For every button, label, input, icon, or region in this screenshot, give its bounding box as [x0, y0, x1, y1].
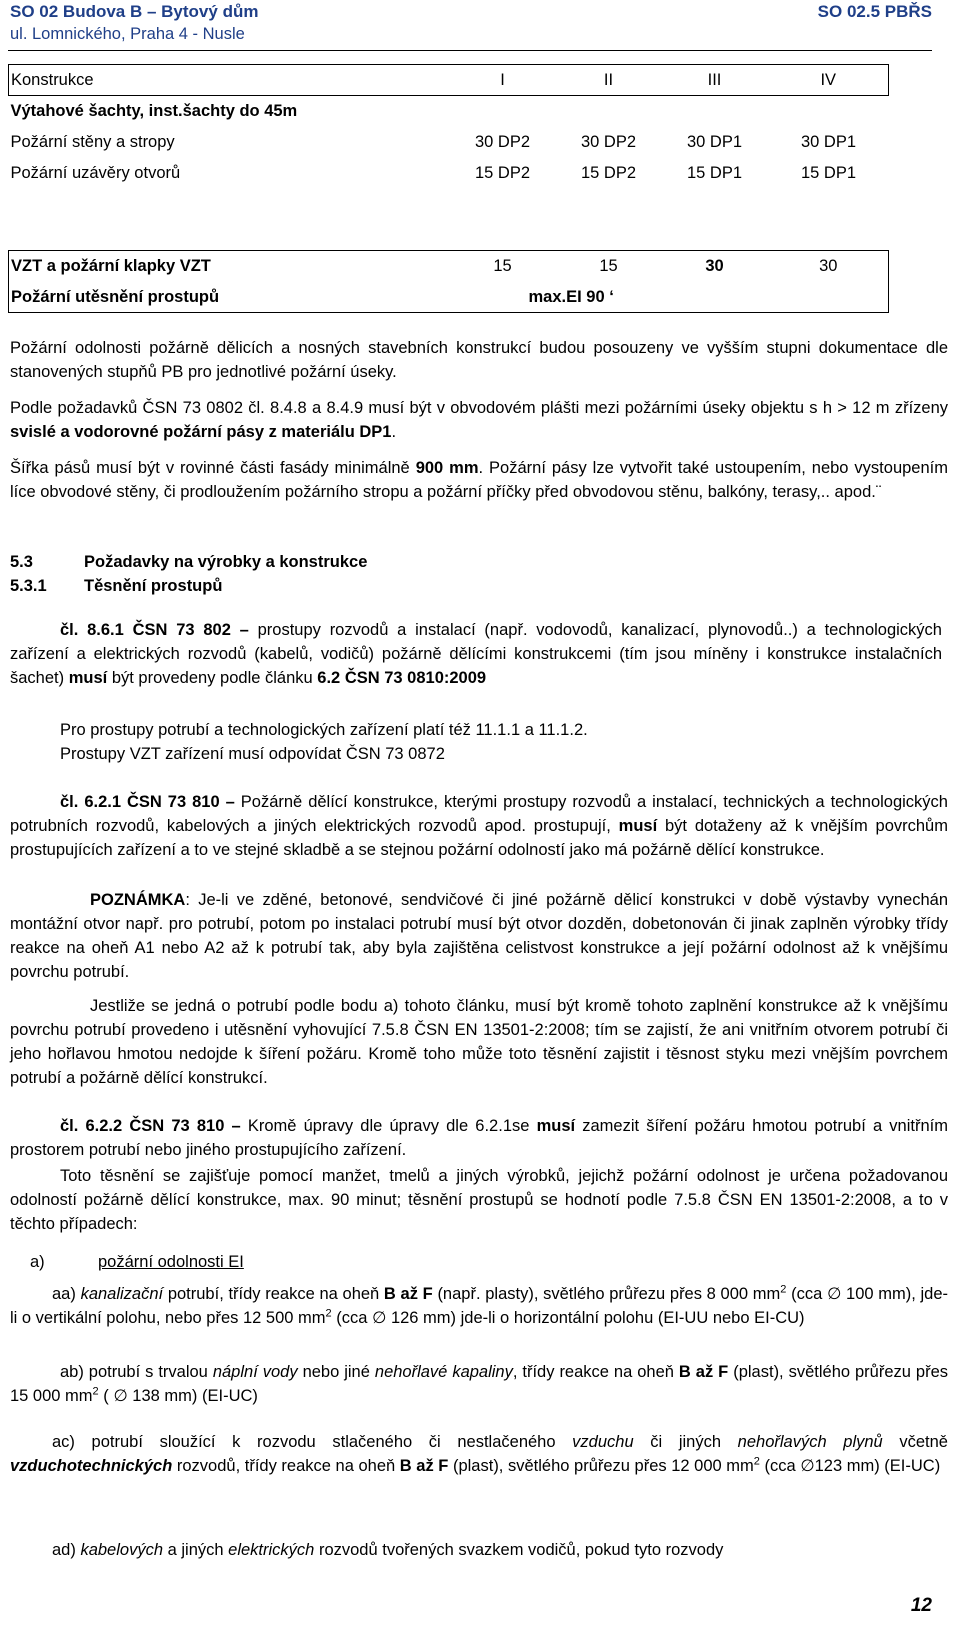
text: Toto těsnění se zajišťuje pomocí manžet, tmelů a jiných výrobků, jejichž požární odolnost je určena požadovanou odolností požárně dělící konstrukce, max. 90 minut; těsnění prostupů se hodnotí podle 7.5.8 ČSN EN 13501-2:2008, a to v těchto případech:: [10, 1167, 948, 1233]
heading-text: Požadavky na výrobky a konstrukce: [84, 553, 368, 571]
text: být dotaženy až k vnějším povrchům prostupujících zařízení a to ve stejné skladbě a se stejnou požární odolností jako má požárně dělící konstrukce.: [10, 817, 948, 859]
header-cell: I: [449, 65, 555, 96]
text-bold: B až F: [399, 1457, 449, 1475]
list-item-ad: [10, 1538, 948, 1562]
table-cell: 30 DP1: [686, 133, 743, 151]
text: : Je-li ve zděné, betonové, sendvičové či jiné požárně dělicí konstrukci v době výstavby vynechán montážní otvor např. pro potrubí, potom po instalaci potrubí musí být otvor dozděn, dobetonován či jinak zaplněn výrobky třídy reakce na oheň A1 nebo A2 až k potrubí tak, aby byla zajištěna celistvost konstrukce a její požární odolnost až k vnějšímu povrchu potrubí.: [10, 891, 948, 981]
text-bold: musí: [68, 669, 108, 687]
table-cell: Požární stěny a stropy: [10, 133, 175, 151]
text: Kromě úpravy dle úpravy dle 6.2.1se: [247, 1117, 530, 1135]
table-cell: 30 DP2: [474, 133, 531, 151]
paragraph: [10, 336, 948, 384]
text: nebo jiné: [302, 1363, 370, 1381]
superscript: 2: [92, 1385, 99, 1398]
text-bold: čl. 6.2.1 ČSN 73 810 –: [60, 793, 235, 811]
header-rule: [8, 50, 932, 51]
table-header-row: [9, 65, 889, 96]
paragraph: [60, 742, 940, 766]
text-bold: čl. 8.6.1 ČSN 73 802 –: [60, 621, 249, 639]
text-bold: musí: [618, 817, 658, 835]
text-italic: kanalizační: [80, 1285, 164, 1303]
text: aa): [52, 1285, 76, 1303]
text: Požárně dělící konstrukce, kterými prostupy rozvodů a instalací, technických a technologických potrubních rozvodů, kabelových a jiných elektrických rozvodů apod. prostupují,: [10, 793, 948, 835]
table-cell: 15 DP1: [800, 164, 857, 182]
text: zamezit šíření požáru hmotou potrubí a vnitřním prostorem potrubí nebo jiného prostupujícího zařízení.: [10, 1117, 948, 1159]
text: rozvodů, třídy reakce na oheň: [176, 1457, 396, 1475]
text: a jiných: [167, 1541, 224, 1559]
list-item-ac: [10, 1430, 948, 1478]
table-cell: 15 DP2: [474, 164, 531, 182]
text-bold: čl. 6.2.2 ČSN 73 810 –: [60, 1117, 241, 1135]
table-cell: 30 DP2: [580, 133, 637, 151]
text: Podle požadavků ČSN 73 0802 čl. 8.4.8 a 8.4.9 musí být v obvodovém plášti mezi požárními úseky objektu s h > 12 m zřízeny: [10, 399, 948, 417]
text: .: [391, 423, 397, 441]
heading-5-3: [10, 550, 948, 574]
table-row: [9, 251, 889, 282]
paragraph: [10, 790, 948, 862]
text-italic: elektrických: [228, 1541, 315, 1559]
paragraph: [60, 718, 940, 742]
text: být provedeny podle článku: [111, 669, 313, 687]
paragraph: [10, 396, 948, 444]
text: potrubí, třídy reakce na oheň: [167, 1285, 380, 1303]
text: Šířka pásů musí být v rovinné části fasády minimálně: [10, 459, 410, 477]
text-bold: POZNÁMKA: [90, 891, 186, 909]
text-bold-italic: vzduchotechnických: [10, 1457, 173, 1475]
text-italic: nehořlavých plynů: [737, 1433, 883, 1451]
section-cell: Výtahové šachty, inst.šachty do 45m: [10, 102, 298, 121]
text-italic: kabelových: [80, 1541, 164, 1559]
header-cell: III: [661, 65, 767, 96]
list-item-a: [30, 1250, 930, 1274]
text-bold: B až F: [383, 1285, 433, 1303]
list-text: požární odolnosti EI: [98, 1253, 244, 1271]
text: (cca ∅ 100 mm), jde-li o vertikální polohu, nebo přes 12 500 mm: [10, 1285, 949, 1327]
text: (cca ∅123 mm) (EI-UC): [764, 1457, 941, 1475]
text: , třídy reakce na oheň: [512, 1363, 674, 1381]
text-italic: nehořlavé kapaliny: [374, 1363, 513, 1381]
paragraph: [10, 1164, 948, 1236]
text: ab) potrubí s trvalou: [60, 1363, 208, 1381]
text: včetně: [899, 1433, 948, 1451]
text: (cca ∅ 126 mm) jde-li o horizontální polohu (EI-UU nebo EI-CU): [336, 1309, 805, 1327]
table-cell: 30 DP1: [800, 133, 857, 151]
superscript: 2: [780, 1283, 787, 1296]
list-label: a): [30, 1253, 45, 1271]
table-cell: 15: [599, 257, 618, 276]
text-italic: vzduchu: [572, 1433, 634, 1451]
text: ac) potrubí sloužící k rozvodu stlačeného či nestlačeného: [52, 1433, 556, 1451]
text: Pro prostupy potrubí a technologických zařízení platí též 11.1.1 a 11.1.2.: [60, 721, 588, 739]
text: Jestliže se jedná o potrubí podle bodu a) tohoto článku, musí být kromě tohoto zaplnění konstrukce až k vnějšímu povrchu potrubí provedeno i utěsnění vyhovující 7.5.8 ČSN EN 13501-2:2008; tím se zajistí, že ani vnitřním otvorem potrubí či jeho hořlavou hmotou nedojde k šíření požáru. Kromě toho může toto těsnění zajistit i těsnost styku mezi vnějším povrchem potrubí a požárně dělící konstrukcí.: [10, 997, 948, 1087]
table-cell: 30: [705, 257, 724, 276]
superscript: 2: [753, 1455, 760, 1468]
table-cell: 15 DP1: [686, 164, 743, 182]
table-cell: 15 DP2: [580, 164, 637, 182]
text: Požární odolnosti požárně dělicích a nosných stavebních konstrukcí budou posouzeny ve vyšším stupni dokumentace dle stanovených stupňů PB pro jednotlivé požární úseky.: [10, 339, 948, 381]
heading-5-3-1: [10, 574, 948, 598]
table-cell: 30: [819, 257, 838, 276]
text: (plast), světlého průřezu přes 15 000 mm: [10, 1363, 949, 1405]
table-row: [9, 158, 889, 189]
header-cell: II: [555, 65, 661, 96]
list-item-ab: [10, 1360, 948, 1408]
page-number: 12: [910, 1595, 932, 1616]
table-cell: 15: [493, 257, 512, 276]
fire-resistance-table: [8, 64, 889, 189]
text-bold: 900 mm: [415, 459, 479, 477]
header-left-line2: ul. Lomnického, Praha 4 - Nusle: [10, 25, 245, 43]
text-bold: svislé a vodorovné požární pásy z materiálu DP1: [10, 423, 392, 441]
text-bold: musí: [536, 1117, 576, 1135]
list-item-aa: [10, 1282, 948, 1330]
text-italic: náplní vody: [212, 1363, 298, 1381]
paragraph: [10, 618, 942, 690]
table-cell: VZT a požární klapky VZT: [11, 257, 211, 276]
text: (např. plasty), světlého průřezu přes 8 000 mm: [437, 1285, 781, 1303]
text: . Požární pásy lze vytvořit také ustoupením, nebo vystoupením líce obvodové stěny, či prodloužením požárního stropu a požární příčky před obvodovou stěnu, balkóny, terasy,.. apod.¨: [10, 459, 948, 501]
text-bold: 6.2 ČSN 73 0810:2009: [317, 669, 487, 687]
paragraph: [10, 1114, 948, 1162]
text-bold: B až F: [678, 1363, 729, 1381]
paragraph: [10, 994, 948, 1090]
table-row: [9, 127, 889, 158]
table-cell: Požární uzávěry otvorů: [10, 164, 181, 182]
table-cell: Požární utěsnění prostupů: [11, 287, 220, 306]
table-row: [9, 282, 889, 313]
text: (plast), světlého průřezu přes 12 000 mm: [452, 1457, 754, 1475]
header-right-line1: SO 02.5 PBŘS: [817, 2, 932, 21]
heading-text: Těsnění prostupů: [84, 577, 223, 595]
table-cell: max.EI 90 ‘: [528, 287, 614, 306]
heading-number: 5.3.1: [10, 577, 47, 595]
header-cell: Konstrukce: [9, 65, 449, 96]
text: prostupy rozvodů a instalací (např. vodovodů, kanalizací, plynovodů..) a technologických zařízení a elektrických rozvodů (kabelů, vodičů) požárně dělícími konstrukcemi (tím jsou míněny i konstrukce instalačních šachet): [10, 621, 942, 687]
superscript: 2: [325, 1307, 332, 1320]
text: ad): [52, 1541, 76, 1559]
header-cell: IV: [767, 65, 889, 96]
vzt-table: [8, 250, 889, 313]
text: Prostupy VZT zařízení musí odpovídat ČSN 73 0872: [60, 745, 445, 763]
heading-number: 5.3: [10, 553, 33, 571]
table-section-row: [9, 96, 889, 127]
text: ( ∅ 138 mm) (EI-UC): [103, 1387, 258, 1405]
paragraph: [10, 456, 948, 504]
header-left-line1: SO 02 Budova B – Bytový dům: [10, 2, 259, 21]
paragraph: [10, 888, 948, 984]
text: či jiných: [650, 1433, 722, 1451]
text: rozvodů tvořených svazkem vodičů, pokud tyto rozvody: [318, 1541, 724, 1559]
